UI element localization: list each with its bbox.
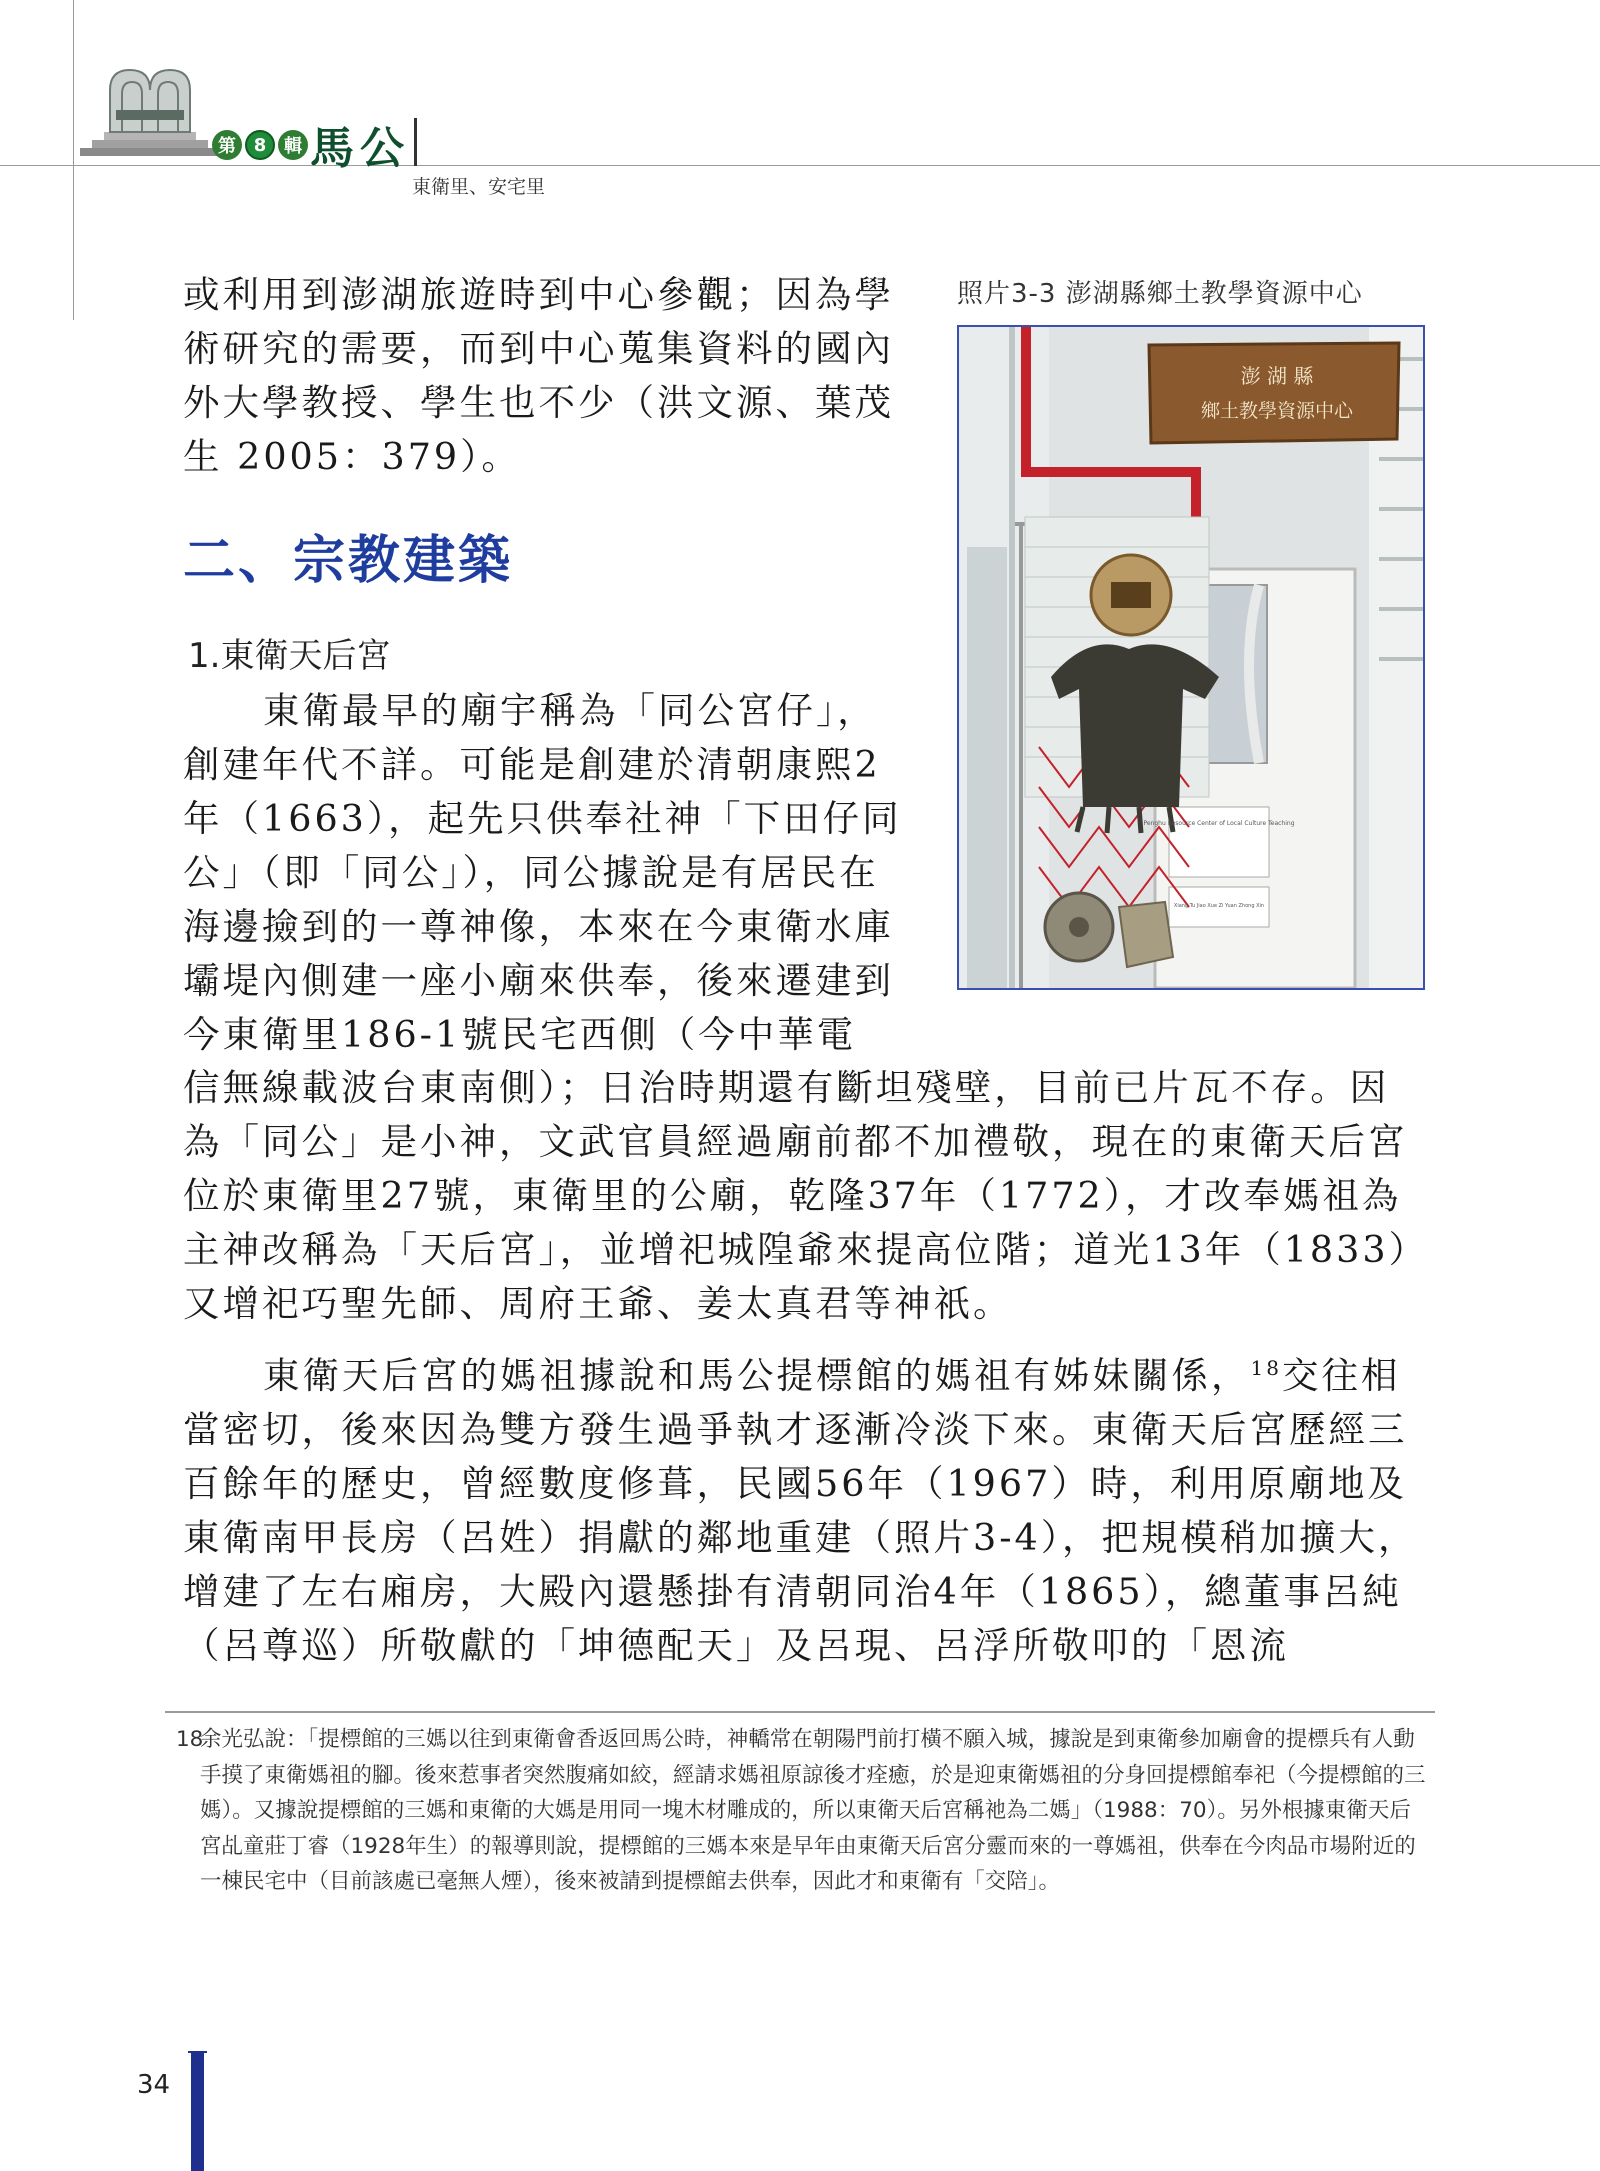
footnote-text: 余光弘說：「提標館的三媽以往到東衛會香返回馬公時，神轎常在朝陽門前打橫不願入城，據說是到東衛參加廟會的提標兵有人動手摸了東衛媽祖的腳。後來惹事者突然腹痛如絞，經請求媽祖原諒後才痊癒，於是迎東衛媽祖的分身回提標館奉祀（今提標館的三媽）。又據說提標館的三媽和東衛的大媽是用同一塊木材雕成的，所以東衛天后宮稱祂為二媽」（1988：70）。另外根據東衛天后宮乩童莊丁睿（1928年生）的報導則說，提標館的三媽本來是早年由東衛天后宮分靈而來的一尊媽祖，供奉在今肉品市場附近的一棟民宅中（目前該處已毫無人煙），後來被請到提標館去供奉，因此才和東衛有「交陪」。 [200,1727,1426,1894]
paragraph-dongwei-temple-history-cont: 信無線載波台東南側）；日治時期還有斷坦殘壁，目前已片瓦不存。因為「同公」是小神，文武官員經過廟前都不加禮敬，現在的東衛天后宮位於東衛里27號，東衛里的公廟，乾隆37年（1772），才改奉媽祖為主神改稱為「天后宮」，並增祀城隍爺來提高位階；道光13年（1833）又增祀巧聖先師、周府王爺、姜太真君等神祇。 [183,1066,1410,1325]
footnote-divider [165,1711,1435,1713]
footnote-18 [176,1722,1430,1900]
paragraph-text: 東衛天后宮的媽祖據說和馬公提標館的媽祖有姊妹關係， [263,1354,1251,1397]
intro-paragraph: 或利用到澎湖旅遊時到中心參觀；因為學術研究的需要，而到中心蒐集資料的國內外大學教授、學生也不少（洪文源、葉茂生 2005：379）。 [183,273,894,478]
series-title: 馬公 [310,123,410,174]
page-number: 34 [137,2070,171,2100]
series-badge-char: 第 [212,130,242,160]
series-badge [212,128,308,162]
series-badge-char: 輯 [278,130,308,160]
paragraph-text: 交往相當密切，後來因為雙方發生過爭執才逐漸冷淡下來。東衛天后宮歷經三百餘年的歷史，曾經數度修葺，民國56年（1967）時，利用原廟地及東衛南甲長房（呂姓）捐獻的鄰地重建（照片3-4），把規模稍加擴大，增建了左右廂房，大殿內還懸掛有清朝同治4年（1865），總董事呂純（呂尊巡）所敬獻的「坤德配天」及呂現、呂浮所敬叩的「恩流 [183,1354,1418,1667]
chapter-subtitle: 東衛里、安宅里 [412,176,546,198]
footnote-reference[interactable]: 18 [1250,1355,1282,1380]
series-badge-number: 8 [245,130,275,160]
paragraph-mazu-relations [183,1349,1428,1673]
door-notice-2: Xiang Tu Jiao Xue Zi Yuan Zhong Xin [1173,903,1265,909]
series-title-divider [414,118,417,166]
subsection-heading: 1.東衛天后宮 [188,636,391,676]
photo-caption: 照片3-3 澎湖縣鄉土教學資源中心 [957,279,1363,309]
photo-illustration [959,327,1423,988]
footnote-number: 18 [176,1727,204,1752]
section-heading: 二、宗教建築 [183,531,514,591]
paragraph-dongwei-temple-history: 東衛最早的廟宇稱為「同公宮仔」，創建年代不詳。可能是創建於清朝康熙2年（1663），起先只供奉社神「下田仔同公」（即「同公」），同公據說是有居民在海邊撿到的一尊神像，本來在今東衛水庫壩堤內側建一座小廟來供奉，後來遷建到今東衛里186-1號民宅西側（今中華電 [183,689,902,1056]
sign-line-1: 澎 湖 縣 [1240,364,1314,388]
page-side-bar [191,2051,204,2171]
header-horizontal-rule [0,165,1600,166]
monument-logo-icon [70,60,230,165]
photo-resource-center [957,325,1425,990]
sign-line-2: 鄉土教學資源中心 [1200,400,1354,422]
door-notice-1: Penghu Resource Center of Local Culture Teaching [1143,820,1295,827]
